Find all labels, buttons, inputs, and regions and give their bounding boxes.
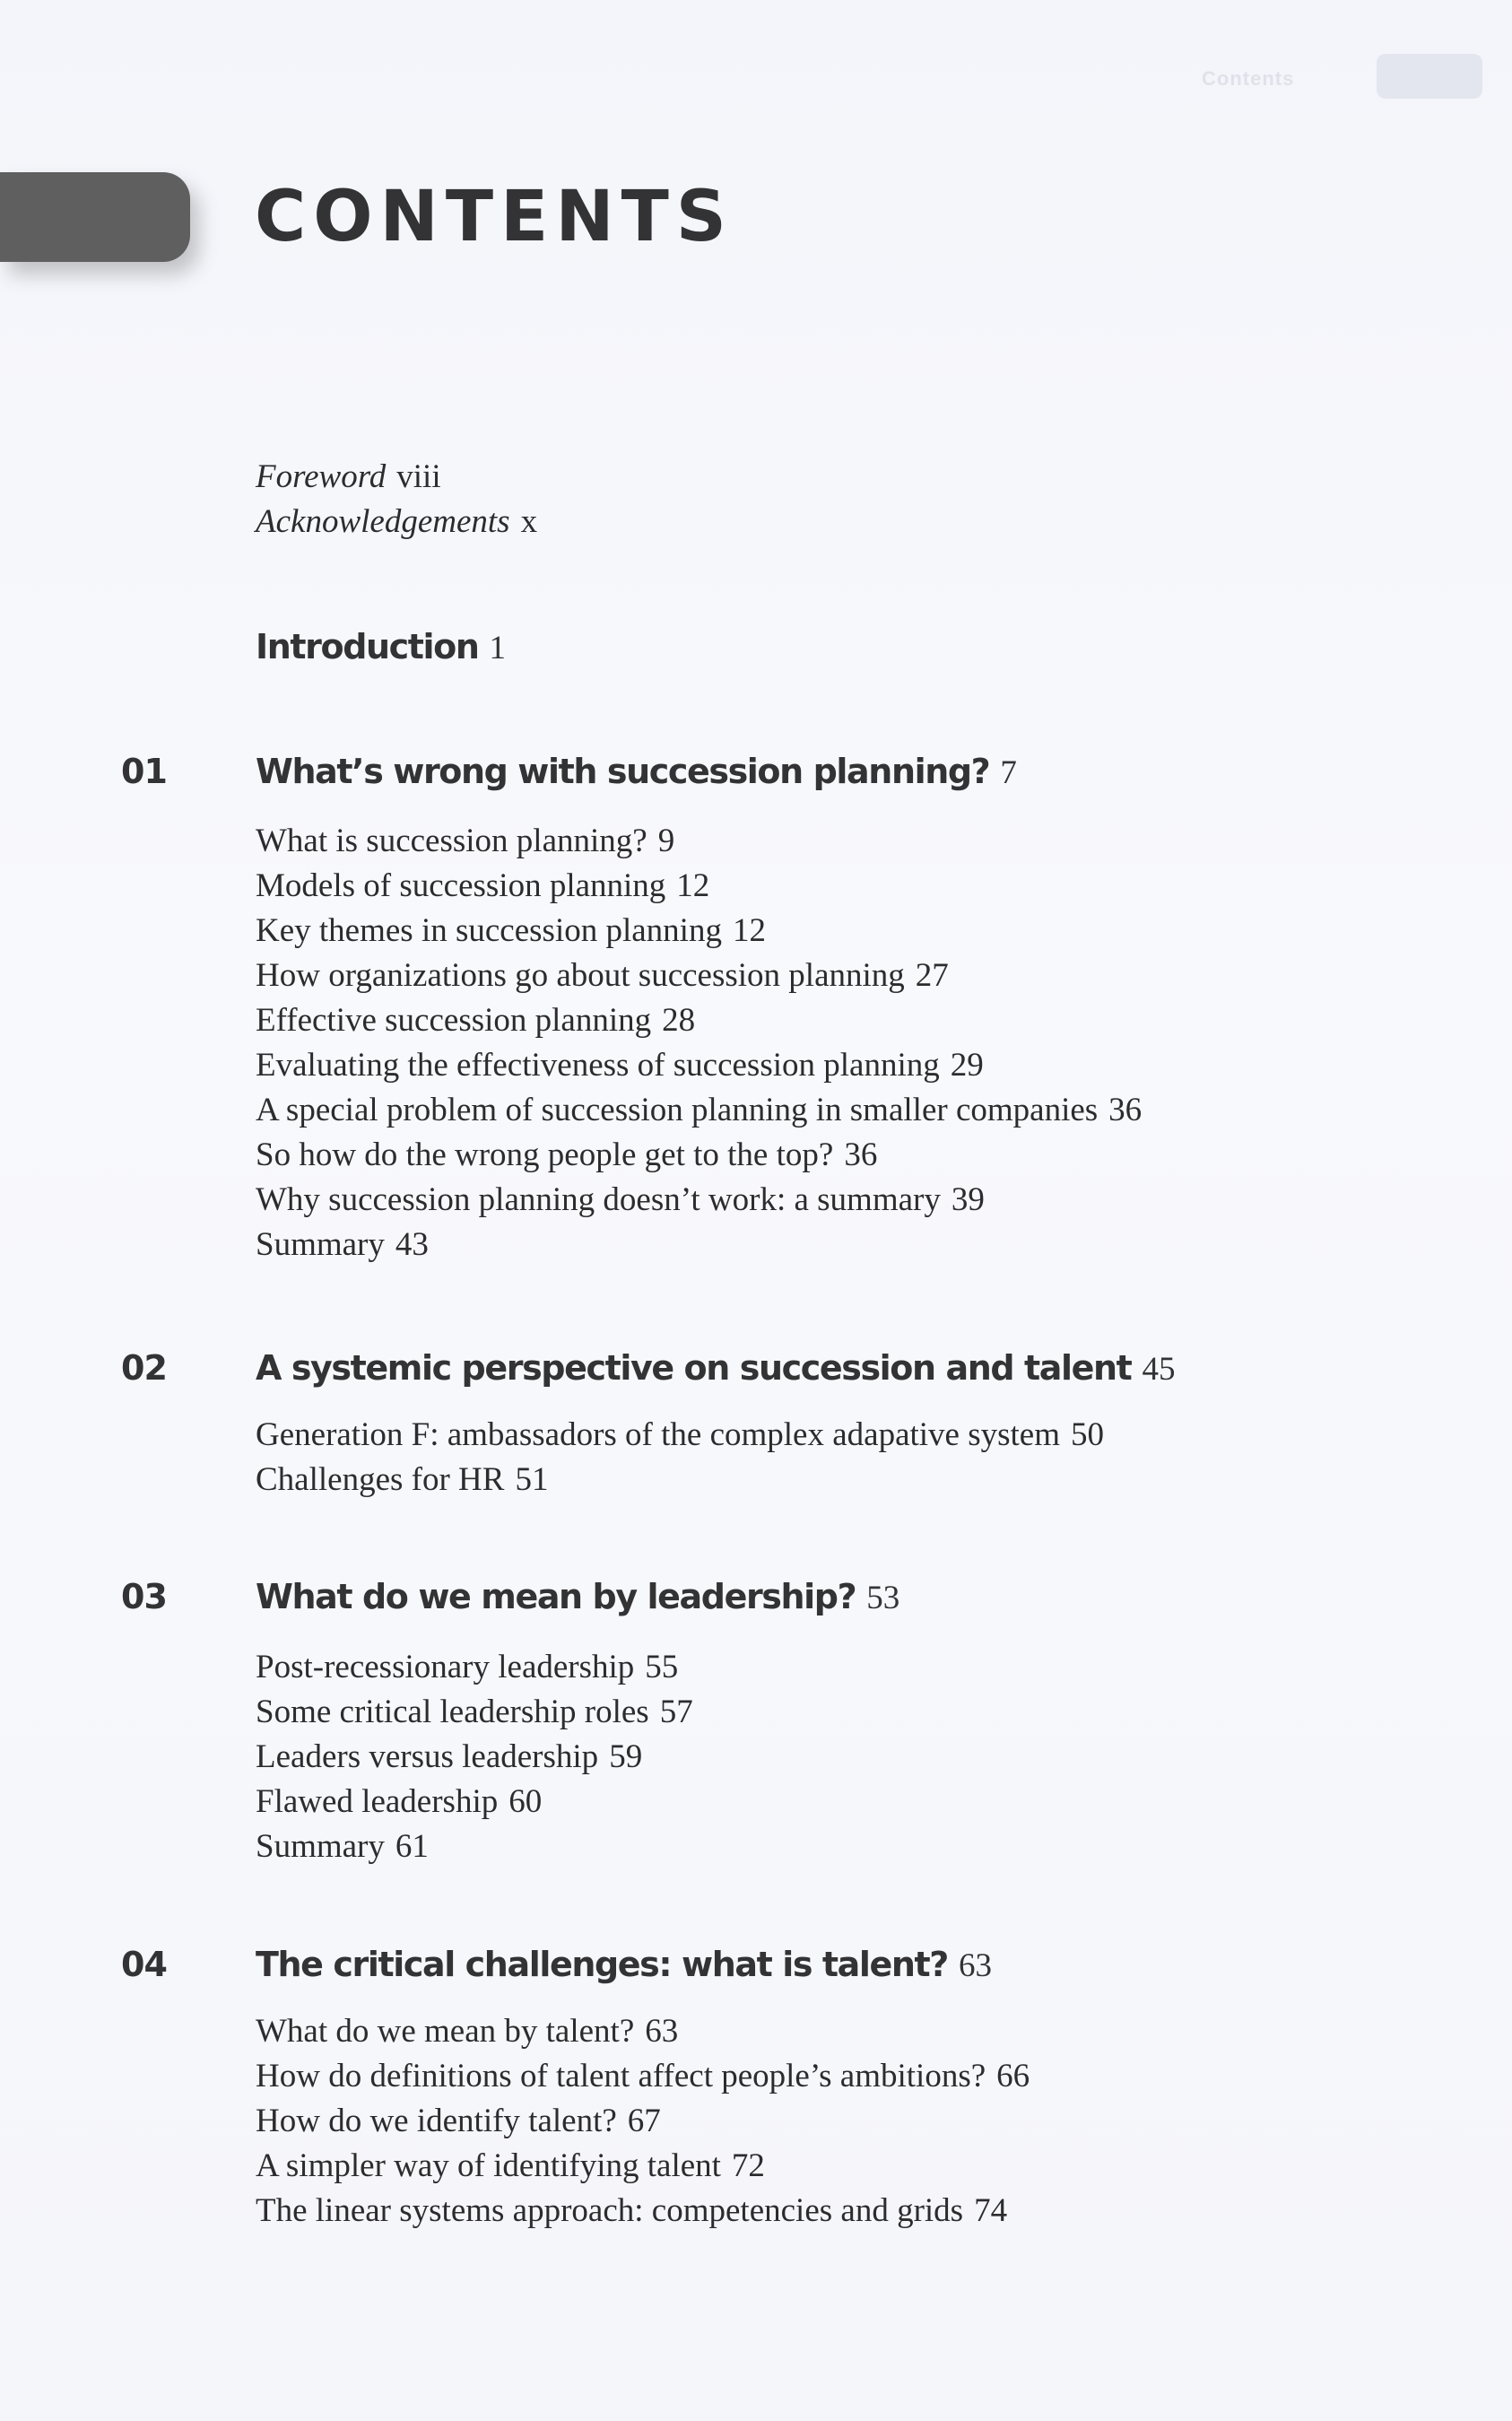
section-title: How do definitions of talent affect people’s ambitions? xyxy=(256,2058,986,2094)
chapter-title: The critical challenges: what is talent? xyxy=(256,1945,948,1984)
toc-section[interactable] xyxy=(256,1043,984,1088)
section-title: Summary xyxy=(256,1828,385,1865)
toc-section[interactable] xyxy=(256,954,949,998)
toc-section[interactable] xyxy=(256,1223,429,1267)
section-title: The linear systems approach: competencies and grids xyxy=(256,2192,964,2229)
section-title: Models of succession planning xyxy=(256,867,666,904)
section-title: Leaders versus leadership xyxy=(256,1738,599,1775)
section-page-number: 51 xyxy=(515,1461,549,1498)
section-page-number: 39 xyxy=(951,1181,985,1218)
section-title: What is succession planning? xyxy=(256,823,647,859)
chapter-number: 01 xyxy=(121,752,167,791)
chapter-title: A systemic perspective on succession and talent xyxy=(256,1348,1132,1388)
toc-section[interactable] xyxy=(256,1824,429,1869)
toc-section[interactable] xyxy=(256,909,766,954)
chapter-number: 04 xyxy=(121,1945,167,1984)
section-page-number: 55 xyxy=(645,1649,679,1685)
section-page-number: 36 xyxy=(844,1136,878,1173)
running-header-tab xyxy=(1377,54,1482,99)
section-page-number: 29 xyxy=(950,1047,984,1084)
toc-section[interactable] xyxy=(256,819,674,864)
entry-label: Acknowledgements xyxy=(256,503,510,540)
section-page-number: 63 xyxy=(645,2013,679,2050)
toc-section[interactable] xyxy=(256,998,695,1043)
chapter-tab-marker xyxy=(0,172,190,262)
section-title: Summary xyxy=(256,1226,385,1263)
toc-section[interactable] xyxy=(256,1413,1104,1458)
chapter-title: What’s wrong with succession planning? xyxy=(256,752,990,791)
running-header: Contents xyxy=(1202,67,1295,90)
section-title: Post-recessionary leadership xyxy=(256,1649,635,1685)
section-page-number: 57 xyxy=(659,1694,693,1730)
section-title: Generation F: ambassadors of the complex adapative system xyxy=(256,1416,1060,1453)
toc-section[interactable] xyxy=(256,2144,765,2189)
toc-section[interactable] xyxy=(256,1458,548,1502)
entry-label: Foreword xyxy=(256,458,387,495)
section-page-number: 74 xyxy=(974,2192,1008,2229)
chapter-title: What do we mean by leadership? xyxy=(256,1577,856,1616)
section-title: Evaluating the effectiveness of succession planning xyxy=(256,1047,940,1084)
entry-page-number: 1 xyxy=(489,630,507,666)
toc-section[interactable] xyxy=(256,1178,985,1223)
section-title: How do we identify talent? xyxy=(256,2103,617,2139)
section-title: What do we mean by talent? xyxy=(256,2013,635,2050)
chapter-number: 02 xyxy=(121,1348,167,1388)
section-page-number: 28 xyxy=(662,1002,696,1039)
chapter-number: 03 xyxy=(121,1577,167,1616)
section-page-number: 43 xyxy=(395,1226,429,1263)
toc-section[interactable] xyxy=(256,1780,542,1824)
section-title: Flawed leadership xyxy=(256,1783,499,1820)
toc-entry-foreword[interactable] xyxy=(256,457,441,497)
toc-entry-acknowledgements[interactable] xyxy=(256,502,537,542)
toc-section[interactable] xyxy=(256,864,709,909)
section-page-number: 61 xyxy=(395,1828,429,1865)
section-title: Challenges for HR xyxy=(256,1461,505,1498)
section-title: How organizations go about succession planning xyxy=(256,957,905,994)
section-title: Some critical leadership roles xyxy=(256,1694,649,1730)
toc-section[interactable] xyxy=(256,1088,1142,1133)
section-title: Key themes in succession planning xyxy=(256,912,722,949)
section-page-number: 27 xyxy=(915,957,949,994)
section-page-number: 36 xyxy=(1108,1092,1143,1128)
page-title: CONTENTS xyxy=(255,177,734,257)
section-page-number: 60 xyxy=(508,1783,543,1820)
section-page-number: 72 xyxy=(731,2147,765,2184)
section-page-number: 9 xyxy=(657,823,675,859)
section-page-number: 59 xyxy=(609,1738,643,1775)
section-page-number: 66 xyxy=(996,2058,1030,2094)
section-title: Effective succession planning xyxy=(256,1002,652,1039)
section-page-number: 50 xyxy=(1071,1416,1104,1453)
section-title: A simpler way of identifying talent xyxy=(256,2147,721,2184)
chapter-page-number: 63 xyxy=(958,1947,992,1984)
section-title: So how do the wrong people get to the top? xyxy=(256,1136,834,1173)
chapter-page-number: 53 xyxy=(866,1580,900,1616)
section-page-number: 12 xyxy=(732,912,766,949)
toc-section[interactable] xyxy=(256,2189,1007,2234)
toc-section[interactable] xyxy=(256,2009,678,2054)
toc-section[interactable] xyxy=(256,1690,693,1735)
entry-label: Introduction xyxy=(256,627,479,666)
section-page-number: 67 xyxy=(627,2103,661,2139)
section-title: A special problem of succession planning in smaller companies xyxy=(256,1092,1099,1128)
toc-section[interactable] xyxy=(256,1735,642,1780)
toc-section[interactable] xyxy=(256,2054,1030,2099)
toc-section[interactable] xyxy=(256,2099,661,2144)
chapter-page-number: 45 xyxy=(1142,1351,1176,1388)
entry-page-number: x xyxy=(520,503,538,540)
section-title: Why succession planning doesn’t work: a summary xyxy=(256,1181,941,1218)
section-page-number: 12 xyxy=(676,867,710,904)
entry-page-number: viii xyxy=(396,458,441,495)
chapter-page-number: 7 xyxy=(1000,754,1017,791)
toc-section[interactable] xyxy=(256,1133,877,1178)
toc-section[interactable] xyxy=(256,1645,678,1690)
